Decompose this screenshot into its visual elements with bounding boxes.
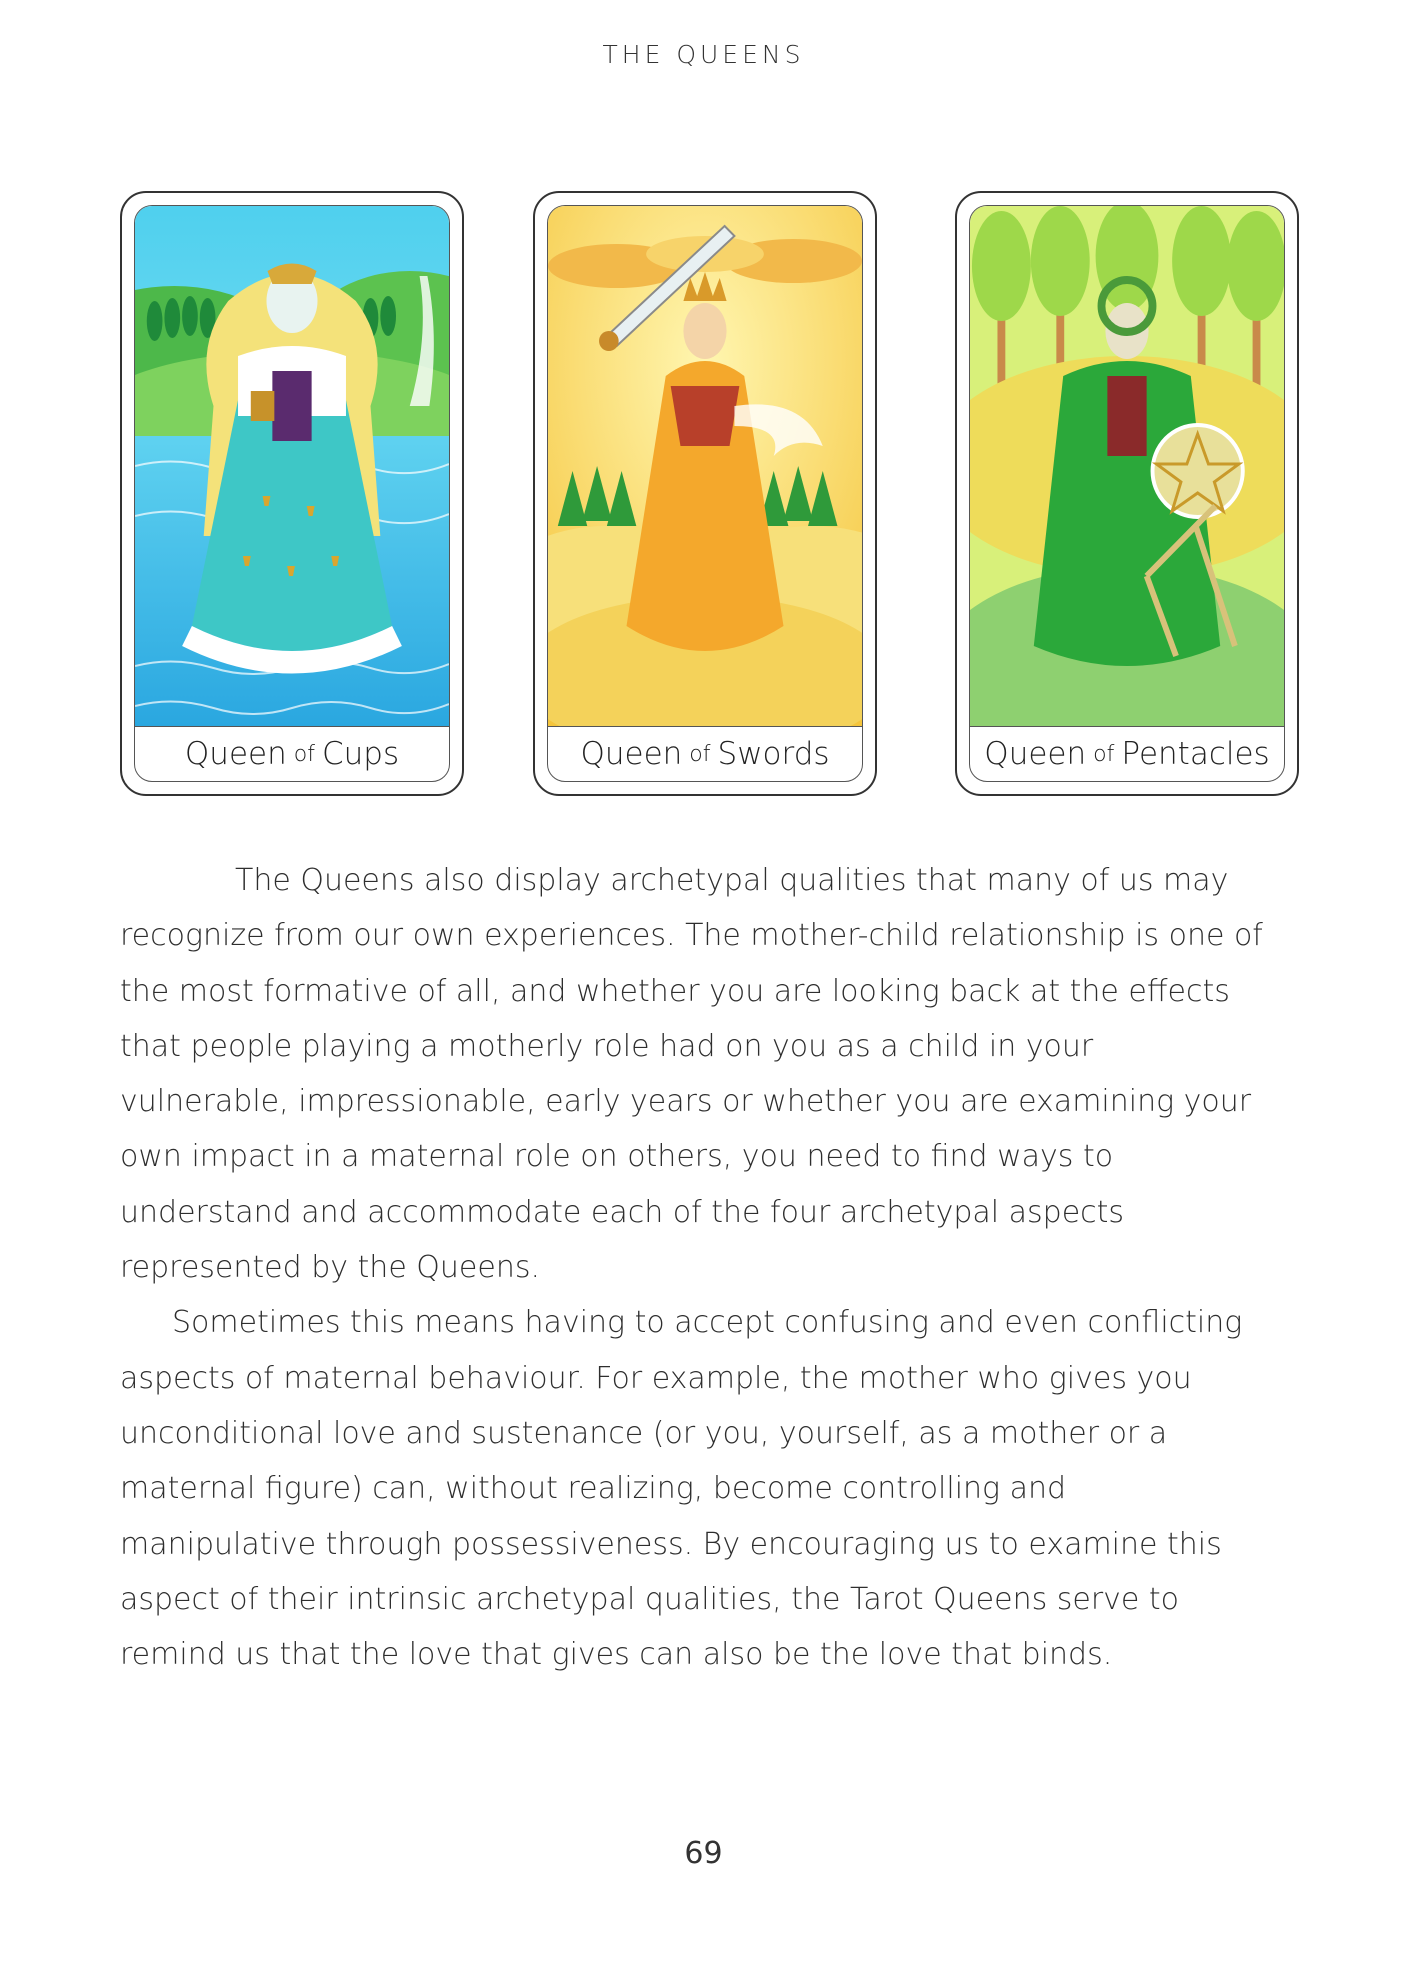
card-title-suit: Swords [717,736,830,772]
card-title-of: of [293,741,315,767]
card-title-suit: Cups [321,736,400,772]
card-title [970,726,1284,781]
paragraph: The Queens also display archetypal qualities that many of us may recognize from our own experiences. The mother-child relationship is one of the most formative of all, and whether you are looking back at the effects that people playing a motherly role had on you as a child in your vulnerable, impressionable, early years or whether you are examining your own impact in a maternal role on others, you need to find ways to understand and accommodate each of the four archetypal aspects represented by the Queens. [120,863,1263,1286]
running-header: THE QUEENS [602,40,805,69]
card-title-queen: Queen [184,736,287,772]
card-queen-of-cups [120,191,464,796]
card-frame [134,205,450,782]
queen-of-swords-illustration [548,206,862,726]
card-queen-of-pentacles [955,191,1299,796]
card-title-of: of [1093,741,1115,767]
paragraph: Sometimes this means having to accept confusing and even conflicting aspects of maternal behaviour. For example, the mother who gives you unconditional love and sustenance (or you, yourself, as a mother or a maternal figure) can, without realizing, become controlling and manipulative through possessiveness. By encouraging us to examine this aspect of their intrinsic archetypal qualities, the Tarot Queens serve to remind us that the love that gives can also be the love that binds. [120,1305,1243,1673]
page-number: 69 [684,1836,723,1871]
queen-of-cups-illustration [135,206,449,726]
card-title-queen: Queen [580,736,683,772]
card-title [548,726,862,781]
card-frame [969,205,1285,782]
body-text [120,853,1270,1682]
card-title-queen: Queen [984,736,1087,772]
card-title-suit: Pentacles [1121,736,1270,772]
card-queen-of-swords [533,191,877,796]
card-title-of: of [689,741,711,767]
queen-of-pentacles-illustration [970,206,1284,726]
card-title [135,726,449,781]
card-frame [547,205,863,782]
